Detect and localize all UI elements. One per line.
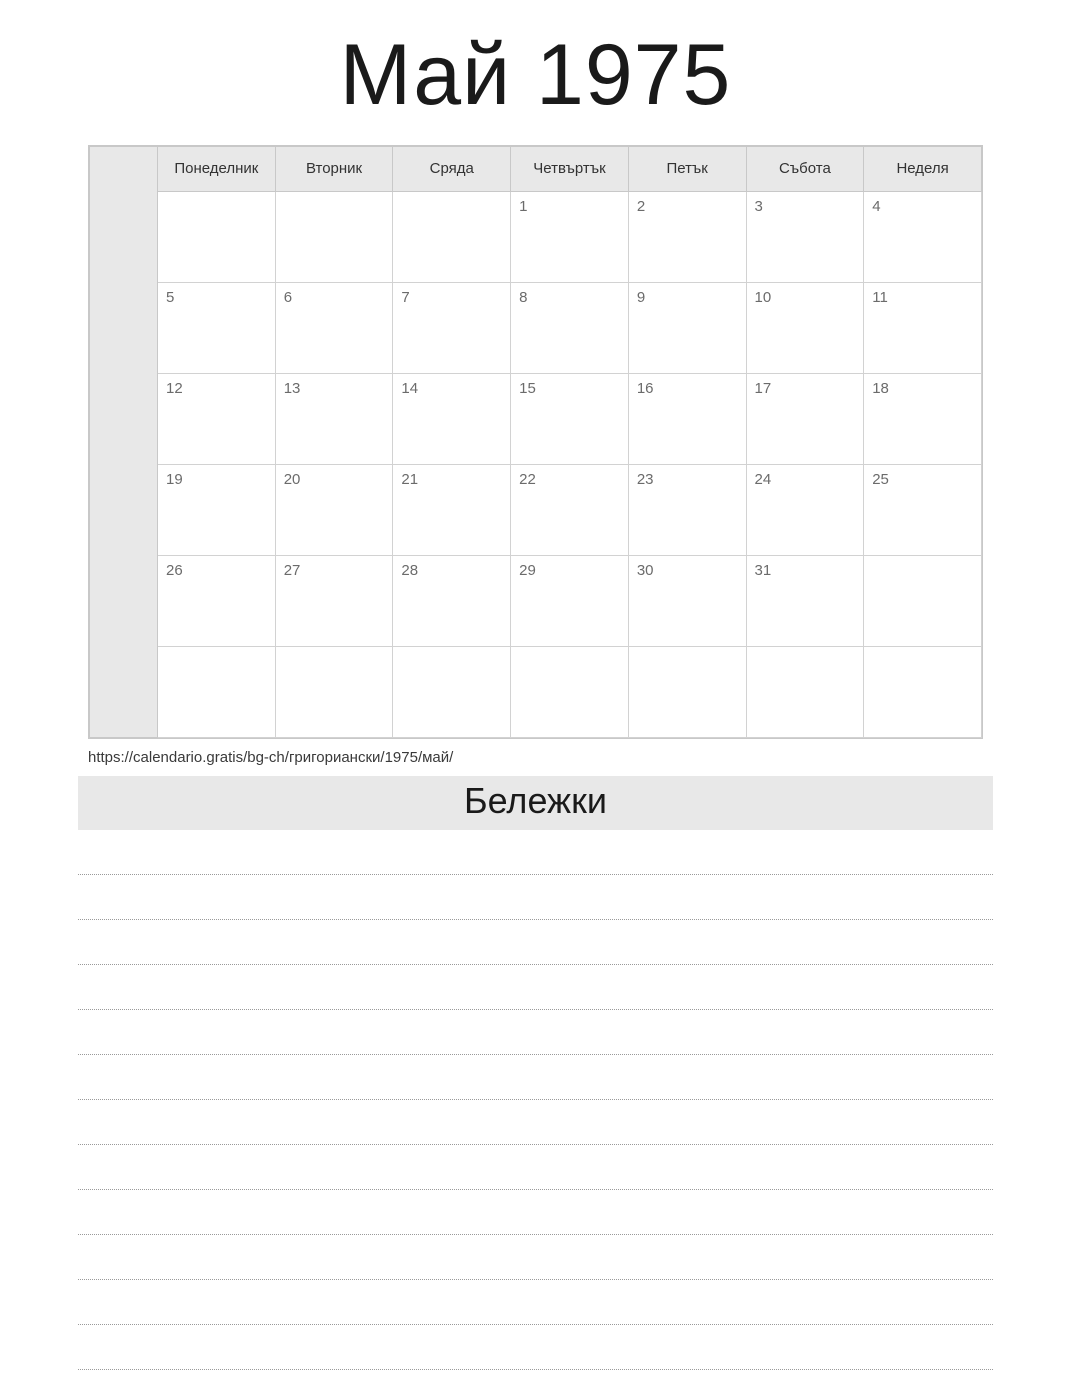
notes-header: Бележки	[78, 776, 993, 830]
weekday-header-saturday: Събота	[746, 146, 864, 191]
weekday-header-sunday: Неделя	[864, 146, 982, 191]
calendar-gutter-cell	[90, 191, 158, 282]
day-cell[interactable]	[746, 646, 864, 737]
day-cell[interactable]	[393, 191, 511, 282]
day-cell[interactable]: 12	[158, 373, 276, 464]
calendar-gutter-header	[90, 146, 158, 191]
day-cell[interactable]: 1	[511, 191, 629, 282]
day-cell[interactable]: 22	[511, 464, 629, 555]
day-cell[interactable]: 3	[746, 191, 864, 282]
day-cell[interactable]: 21	[393, 464, 511, 555]
day-cell[interactable]	[275, 191, 393, 282]
note-line[interactable]	[78, 1055, 993, 1100]
calendar-header-row	[90, 146, 982, 191]
calendar-table	[89, 146, 982, 738]
calendar-week-row	[90, 282, 982, 373]
calendar-week-row	[90, 191, 982, 282]
day-cell[interactable]: 5	[158, 282, 276, 373]
day-cell[interactable]: 14	[393, 373, 511, 464]
note-line[interactable]	[78, 1280, 993, 1325]
day-cell[interactable]: 30	[628, 555, 746, 646]
day-cell[interactable]: 8	[511, 282, 629, 373]
calendar-gutter-cell	[90, 282, 158, 373]
day-cell[interactable]: 27	[275, 555, 393, 646]
calendar-gutter-cell	[90, 646, 158, 737]
weekday-header-monday: Понеделник	[158, 146, 276, 191]
day-cell[interactable]: 13	[275, 373, 393, 464]
calendar-week-row	[90, 646, 982, 737]
weekday-header-thursday: Четвъртък	[511, 146, 629, 191]
note-line[interactable]	[78, 1190, 993, 1235]
note-line[interactable]	[78, 1325, 993, 1370]
day-cell[interactable]: 29	[511, 555, 629, 646]
day-cell[interactable]: 19	[158, 464, 276, 555]
day-cell[interactable]: 11	[864, 282, 982, 373]
day-cell[interactable]: 24	[746, 464, 864, 555]
day-cell[interactable]: 4	[864, 191, 982, 282]
day-cell[interactable]	[275, 646, 393, 737]
calendar-week-row	[90, 555, 982, 646]
calendar-week-row	[90, 464, 982, 555]
note-line[interactable]	[78, 1145, 993, 1190]
notes-lines	[78, 830, 993, 1370]
weekday-header-friday: Петък	[628, 146, 746, 191]
day-cell[interactable]: 2	[628, 191, 746, 282]
day-cell[interactable]	[628, 646, 746, 737]
day-cell[interactable]: 20	[275, 464, 393, 555]
day-cell[interactable]: 31	[746, 555, 864, 646]
day-cell[interactable]: 6	[275, 282, 393, 373]
calendar-gutter-cell	[90, 373, 158, 464]
note-line[interactable]	[78, 830, 993, 875]
day-cell[interactable]: 23	[628, 464, 746, 555]
note-line[interactable]	[78, 1010, 993, 1055]
note-line[interactable]	[78, 875, 993, 920]
day-cell[interactable]: 10	[746, 282, 864, 373]
day-cell[interactable]	[158, 191, 276, 282]
day-cell[interactable]	[864, 555, 982, 646]
day-cell[interactable]: 17	[746, 373, 864, 464]
calendar-week-row	[90, 373, 982, 464]
day-cell[interactable]	[393, 646, 511, 737]
day-cell[interactable]: 7	[393, 282, 511, 373]
day-cell[interactable]	[511, 646, 629, 737]
note-line[interactable]	[78, 1235, 993, 1280]
day-cell[interactable]: 18	[864, 373, 982, 464]
day-cell[interactable]: 28	[393, 555, 511, 646]
page-title: Май 1975	[339, 27, 732, 123]
day-cell[interactable]: 25	[864, 464, 982, 555]
weekday-header-tuesday: Вторник	[275, 146, 393, 191]
calendar-gutter-cell	[90, 464, 158, 555]
day-cell[interactable]: 15	[511, 373, 629, 464]
note-line[interactable]	[78, 1100, 993, 1145]
day-cell[interactable]: 26	[158, 555, 276, 646]
day-cell[interactable]	[864, 646, 982, 737]
day-cell[interactable]	[158, 646, 276, 737]
calendar-gutter-cell	[90, 555, 158, 646]
weekday-header-wednesday: Сряда	[393, 146, 511, 191]
note-line[interactable]	[78, 920, 993, 965]
day-cell[interactable]: 9	[628, 282, 746, 373]
calendar-container	[88, 145, 983, 739]
note-line[interactable]	[78, 965, 993, 1010]
day-cell[interactable]: 16	[628, 373, 746, 464]
source-url[interactable]: https://calendario.gratis/bg-ch/григориански/1975/май/	[88, 748, 454, 766]
